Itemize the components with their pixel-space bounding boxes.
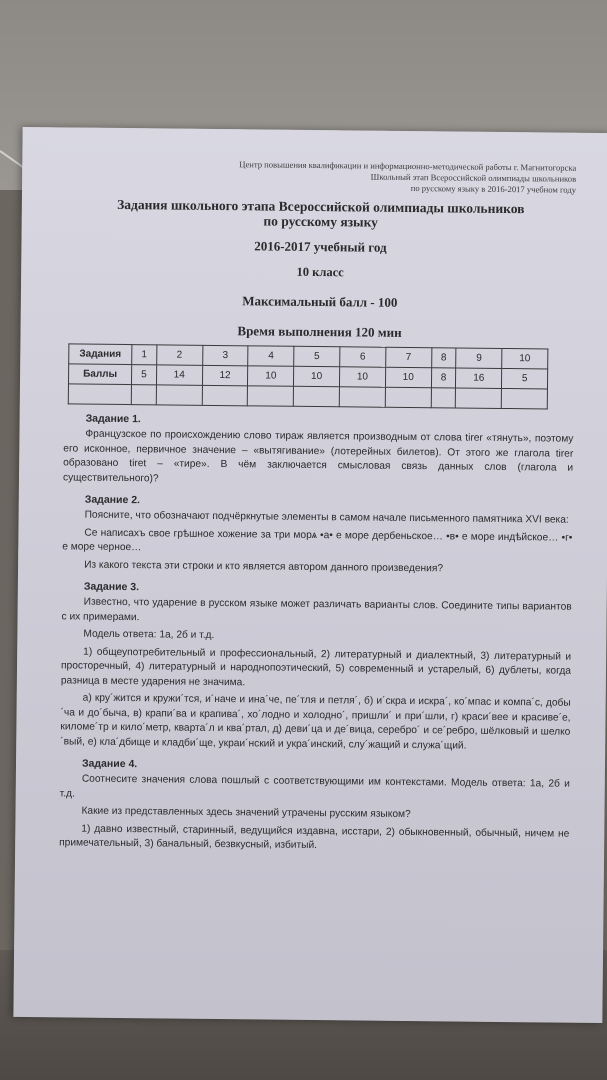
table-cell-empty — [293, 386, 339, 406]
table-cell: 16 — [456, 368, 502, 388]
grade: 10 класс — [296, 264, 344, 280]
task-2-quote: Се написахъ свое грѣшное хожение за три морѧ •а• е море дербеньское… •в• е море индѣйское… •г• е море черное… — [62, 527, 573, 554]
task-3-text: Известно, что ударение в русском языке может различать варианты слов. Соедините типы вариантов с их примерами. — [61, 596, 572, 623]
header-line-3: по русскому языку в 2016-2017 учебном году — [410, 183, 577, 195]
task-4-heading: Задание 4. — [81, 757, 138, 771]
paper-sheet — [13, 127, 607, 1023]
task-3-model: Модель ответа: 1а, 2б и т.д. — [83, 628, 215, 641]
table-cell-empty — [202, 385, 248, 405]
table-cell: 8 — [431, 348, 456, 368]
table-cell-empty — [68, 384, 131, 405]
task-3-heading: Задание 3. — [83, 580, 140, 594]
table-cell: 10 — [339, 367, 385, 387]
task-4-question: Какие из представленных здесь значений утрачены русским языком? — [81, 805, 411, 821]
header-line-2: Школьный этап Всероссийской олимпиады школьников — [370, 171, 577, 184]
table-cell: 5 — [294, 346, 340, 366]
table-cell: 7 — [385, 347, 431, 367]
table-cell-empty — [456, 388, 502, 408]
table-cell: 10 — [248, 366, 294, 386]
table-cell-empty — [501, 388, 547, 408]
row-label-scores: Баллы — [68, 364, 131, 385]
table-cell: 4 — [248, 346, 294, 366]
table-cell: 3 — [202, 345, 248, 365]
table-cell: 10 — [294, 366, 340, 386]
time-limit: Время выполнения 120 мин — [237, 323, 402, 340]
task-3-examples: а) кру´жится и кружи´тся, и´наче и ина´че, пе´тля и петля´, б) и´скра и искра´, ко´мпас и компа´с, добы´ча и до´быча, в) крапи´ва и крапива´, хо´лодно и холодно´, пришли´ и при´шли, г) краси´вее и красиве´е, киломе´тр и кило´метр, кварта´л и ква´ртал, д) деви´ца и де´вица, серебро´ и се´ребро, шёлковый и шелко´вый, е) кла´дбище и кладби´ще, украи´нский и укра´инский, слу´жащий и служа´щий. — [60, 692, 571, 752]
task-1-text: Французское по происхождению слово тираж является производным от слова tirer «тянуть», поэтому его исконное, первичное значение – «вытягивание» (лотерейных билетов). От этого же глагола tirer образовано tiret – «тире». В чём заключается смысловая связь данных слов (глагола и существительного)? — [62, 428, 574, 484]
table-cell-empty — [339, 387, 385, 407]
task-2-question: Из какого текста эти строки и кто является автором данного произведения? — [84, 559, 444, 574]
academic-year: 2016-2017 учебный год — [254, 238, 387, 255]
table-cell: 8 — [431, 368, 456, 388]
table-cell: 10 — [502, 348, 548, 368]
row-label-tasks: Задания — [69, 344, 132, 365]
table-cell: 1 — [132, 345, 157, 365]
task-3-types: 1) общеупотребительный и профессиональный, 2) литературный и диалектный, 3) литературный и просторечный, 4) литературный и народнопоэтический, 5) современный и устарелый, 6) дублеты, когда разница в месте ударения не значима. — [60, 646, 572, 688]
title-line-1: Задания школьного этапа Всероссийской олимпиады школьников — [117, 196, 525, 217]
table-cell: 6 — [340, 347, 386, 367]
header-line-1: Центр повышения квалификации и информационно-методической работы г. Магнитогорска — [239, 159, 577, 173]
document-title — [66, 196, 576, 231]
table-cell-empty — [248, 386, 294, 406]
max-score: Максимальный балл - 100 — [242, 293, 398, 310]
organization-header — [166, 158, 576, 195]
title-line-2: по русскому языку — [263, 213, 379, 230]
table-row-empty — [68, 384, 547, 409]
document-content — [59, 157, 576, 856]
table-cell-empty — [431, 388, 456, 408]
table-cell: 5 — [502, 368, 548, 388]
table-cell: 2 — [156, 345, 202, 365]
table-cell: 9 — [456, 348, 502, 368]
task-1-heading: Задание 1. — [85, 412, 141, 426]
table-cell: 12 — [202, 365, 248, 385]
table-cell: 10 — [385, 367, 431, 387]
task-4-text: Соотнесите значения слова пошлый с соответствующими им контекстами. Модель ответа: 1а, 2б и т.д. — [59, 773, 570, 800]
table-cell: 14 — [156, 365, 202, 385]
table-cell-empty — [385, 387, 431, 407]
task-2-heading: Задание 2. — [84, 493, 141, 507]
table-cell-empty — [131, 385, 156, 405]
score-table — [68, 343, 549, 409]
table-cell-empty — [156, 385, 202, 405]
table-cell: 5 — [131, 365, 156, 385]
task-2-text: Поясните, что обозначают подчёркнутые элементы в самом начале письменного памятника XVI века: — [84, 509, 569, 526]
task-4-meanings: 1) давно известный, старинный, ведущийся издавна, исстари, 2) обыкновенный, обычный, ничем не примечательный, 3) банальный, безвкусный, избитый. — [59, 823, 570, 852]
